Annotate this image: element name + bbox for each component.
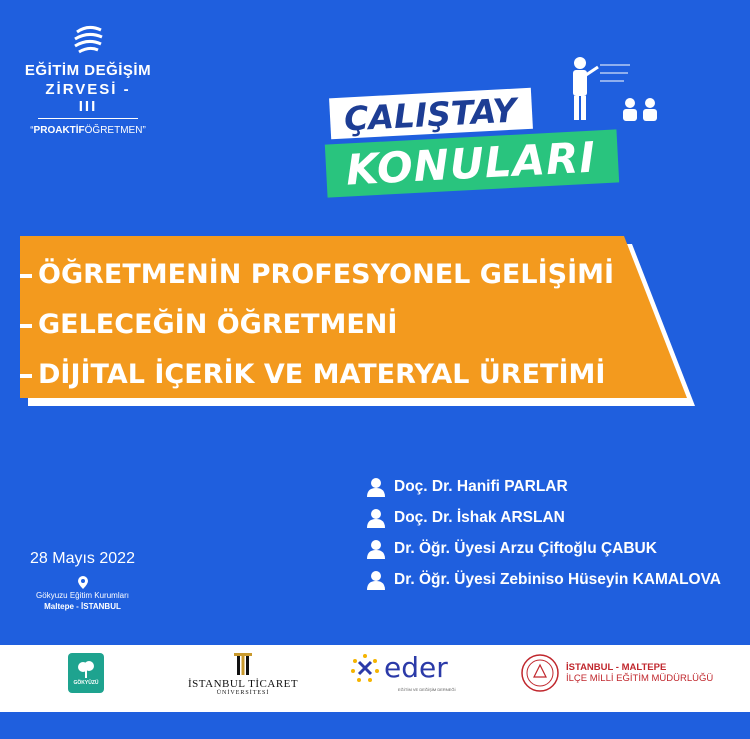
speaker-item — [366, 533, 721, 564]
topics-banner — [20, 236, 695, 406]
speaker-item — [366, 564, 721, 595]
topic-bullet — [20, 274, 32, 278]
speaker-name: Dr. Öğr. Üyesi Zebiniso Hüseyin KAMALOVA — [394, 570, 721, 588]
topic-item — [20, 250, 614, 300]
person-icon — [366, 539, 386, 559]
eder-mark-icon — [350, 653, 380, 683]
meb-text — [566, 662, 713, 684]
brand-slogan: “PROAKTİFÖĞRETMEN” — [30, 125, 146, 136]
bottom-strip — [0, 712, 750, 739]
topic-text: DİJİTAL İÇERİK VE MATERYAL ÜRETİMİ — [38, 359, 606, 390]
topic-item — [20, 350, 614, 400]
topic-bullet — [20, 324, 32, 328]
speaker-name: Dr. Öğr. Üyesi Arzu Çiftoğlu ÇABUK — [394, 539, 657, 557]
meb-logo — [520, 653, 713, 693]
speaker-list — [366, 471, 721, 595]
meb-line1: İSTANBUL - MALTEPE — [566, 662, 667, 673]
title-line2: KONULARI — [325, 129, 619, 197]
topic-text: ÖĞRETMENİN PROFESYONEL GELİŞİMİ — [38, 259, 615, 290]
globe-swirl-logo-icon — [71, 22, 105, 56]
itu-mark-icon — [234, 653, 252, 675]
meb-seal-icon — [520, 653, 560, 693]
brand-title-line2: ZİRVESİ - III — [38, 81, 138, 119]
person-icon — [366, 570, 386, 590]
person-icon — [366, 477, 386, 497]
topic-list — [20, 250, 614, 400]
itu-sub: ÜNİVERSİTESİ — [216, 690, 270, 696]
gokyuzu-logo — [68, 653, 104, 693]
event-info — [10, 550, 155, 611]
speaker-name: Doç. Dr. İshak ARSLAN — [394, 508, 565, 526]
speaker-item — [366, 471, 721, 502]
topic-item — [20, 300, 614, 350]
gokyuzu-label: GÖKYÜZÜ — [73, 680, 99, 686]
title-block — [320, 55, 660, 200]
itu-name: İSTANBUL TİCARET — [188, 678, 299, 690]
event-venue: Gökyuzu Eğitim Kurumları — [36, 591, 129, 600]
topic-text: GELECEĞİN ÖĞRETMENİ — [38, 309, 398, 340]
title-line1: ÇALIŞTAY — [329, 88, 533, 140]
topic-bullet — [20, 374, 32, 378]
brand-title-line1: EĞİTİM DEĞİŞİM — [24, 62, 152, 79]
event-date: 28 Mayıs 2022 — [30, 550, 135, 567]
istanbul-ticaret-logo — [188, 653, 298, 696]
meb-line2: İLÇE MİLLİ EĞİTİM MÜDÜRLÜĞÜ — [566, 673, 714, 684]
speaker-item — [366, 502, 721, 533]
tree-icon — [68, 653, 104, 693]
eder-wordmark: eder — [384, 651, 448, 684]
location-pin-icon — [78, 576, 88, 589]
eder-subtitle: EĞİTİM VE DEĞİŞİM DERNEĞİ — [398, 687, 456, 692]
speaker-name: Doç. Dr. Hanifi PARLAR — [394, 477, 568, 495]
presenter-icon — [550, 55, 660, 125]
person-icon — [366, 508, 386, 528]
event-district: Maltepe - İSTANBUL — [44, 602, 121, 611]
brand-block — [18, 22, 158, 136]
sponsor-footer — [0, 645, 750, 712]
eder-logo — [350, 651, 456, 692]
